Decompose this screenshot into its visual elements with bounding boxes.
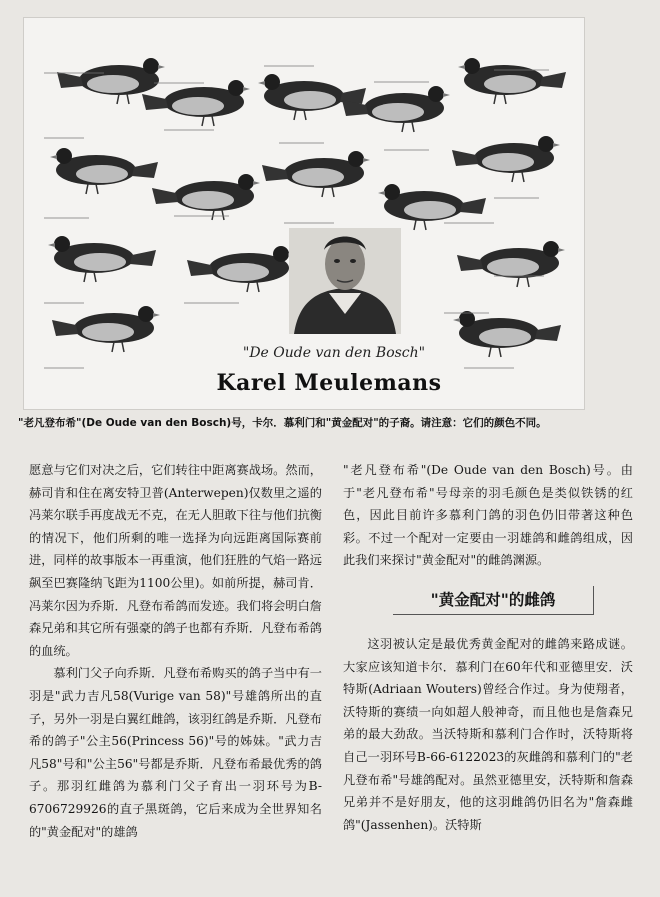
pigeon-poster-photo	[23, 17, 585, 410]
section-heading: "黄金配对"的雌鸽	[393, 586, 594, 615]
poster-title: "De Oude van den Bosch"	[242, 345, 426, 361]
left-text-column	[29, 459, 322, 843]
poster-breeder-name: Karel Meulemans	[216, 370, 442, 396]
body-paragraph: 愿意与它们对决之后，它们转往中距离赛战场。然而，赫司肯和住在离安特卫普(Anterwepen)仅数里之遥的冯莱尔联手再度战无不克，在无人胆敢下往与他们抗衡的情况下，他们所剩的唯一选择为向远距离国际赛前进，同样的故事版本一再重演，他们狂胜的气焰一路远飙至巴赛隆纳飞距为1100公里)。如前所提，赫司肯．冯莱尔因为乔斯．凡登布希鸽而发迹。我们将会明白詹森兄弟和其它所有强豪的鸽子也都有乔斯．凡登布希鸽的血统。	[29, 463, 322, 658]
body-paragraph: "老凡登布希"(De Oude van den Bosch)号。由于"老凡登布希"号母亲的羽毛颜色是类似铁锈的红色，因此目前许多慕利门鸽的羽色仍旧带著这种色彩。不过一个配对一定要由一羽雄鸽和雌鸽组成，因此我们来探讨"黄金配对"的雌鸽渊源。	[343, 463, 633, 568]
breeder-portrait	[289, 228, 401, 334]
body-paragraph: 这羽被认定是最优秀黄金配对的雌鸽来路成谜。大家应该知道卡尔．慕利门在60年代和亚德里安．沃特斯(Adriaan Wouters)曾经合作过。身为使翔者，沃特斯的赛绩一向如超人般神奇，而且他也是詹森兄弟的最大劲敌。当沃特斯和慕利门合作时，沃特斯将自己一羽环号B-66-6122023的灰雌鸽和慕利门的"老凡登布希"号雄鸽配对。虽然亚德里安，沃特斯和詹森兄弟并不是好朋友，他的这羽雌鸽仍旧名为"詹森雌鸽"(Jassenhen)。沃特斯	[343, 636, 633, 832]
right-text-column	[343, 459, 633, 836]
photo-caption: "老凡登布希"(De Oude van den Bosch)号，卡尔．慕利门和"黄金配对"的子裔。请注意：它们的颜色不同。	[18, 417, 547, 429]
body-paragraph: 慕利门父子向乔斯．凡登布希购买的鸽子当中有一羽是"武力吉凡58(Vurige van 58)"号雄鸽所出的直子，另外一羽是白翼红雌鸽，该羽红鸽是乔斯．凡登布希的鸽子"公主56(Princess 56)"号的姊妹。"武力吉凡58"号和"公主56"号都是乔斯．凡登布希最优秀的鸽子。那羽红雌鸽为慕利门父子育出一羽环号为B-6706729926的直子黑斑鸽，它后来成为全世界知名的"黄金配对"的雄鸽	[29, 666, 322, 839]
